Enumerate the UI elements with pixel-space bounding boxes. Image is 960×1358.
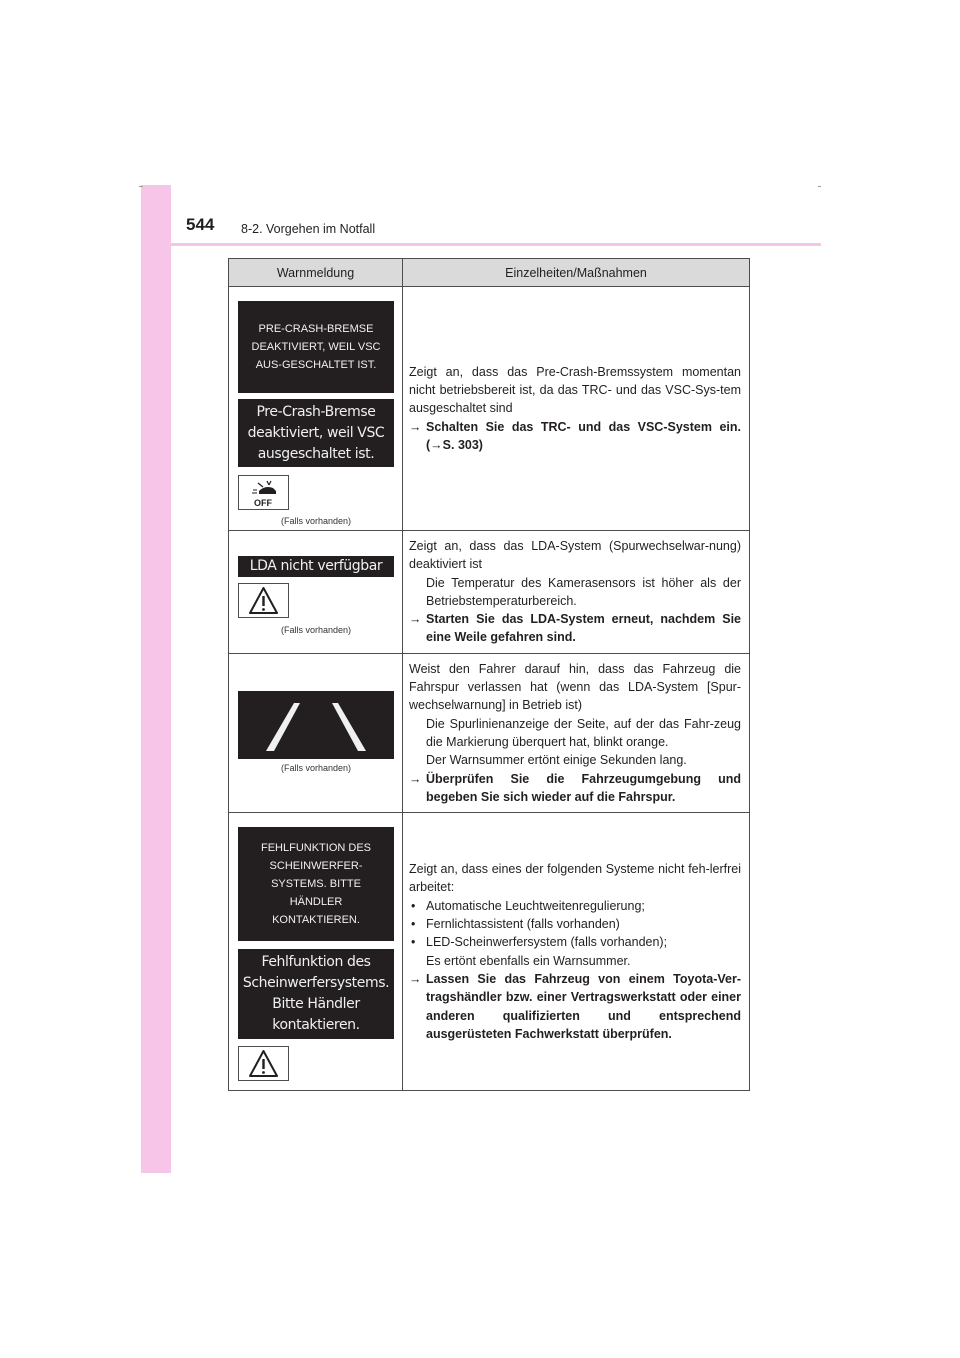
details-cell <box>403 813 750 1091</box>
list-item-text: Automatische Leuchtweitenregulierung; <box>426 898 645 913</box>
display-message: LDA nicht verfügbar <box>238 556 394 577</box>
crop-mark <box>139 186 143 187</box>
warning-table <box>228 258 750 1091</box>
arrow-icon: → <box>409 971 422 986</box>
arrow-icon: → <box>409 612 422 627</box>
side-color-strip <box>141 185 171 1173</box>
bullet-icon: • <box>411 935 416 950</box>
description-text: Zeigt an, dass das LDA-System (Spurwechselwar-nung) deaktiviert ist <box>409 539 741 572</box>
list-item <box>409 897 741 915</box>
action-label: Schalten Sie das TRC- und das VSC-System ein. (→S. 303) <box>426 419 741 452</box>
arrow-icon: → <box>409 419 422 434</box>
list-item <box>409 933 741 951</box>
warning-cell <box>229 531 403 654</box>
caption: (Falls vorhanden) <box>280 762 352 773</box>
display-message: Pre-Crash-Bremse deaktiviert, weil VSC ausgeschaltet ist. <box>238 399 394 467</box>
action-label: Überprüfen Sie die Fahrzeugumgebung und begeben Sie sich wieder auf die Fahrspur. <box>426 771 741 804</box>
description-text: Zeigt an, dass das Pre-Crash-Bremssystem momentan nicht betriebsbereit ist, da das TRC- und das VSC-Sys-tem ausgeschaltet sind <box>409 364 741 416</box>
caption: (Falls vorhanden) <box>280 625 352 635</box>
table-row <box>229 653 750 812</box>
table-row <box>229 531 750 654</box>
description-text: Weist den Fahrer darauf hin, dass das Fahrzeug die Fahrspur verlassen hat (wenn das LDA-System [Spur-wechselwarnung] in Betrieb ist) <box>409 661 741 713</box>
display-message: Fehlfunktion des Scheinwerfersystems. Bitte Händler kontaktieren. <box>238 949 394 1039</box>
section-title: 8-2. Vorgehen im Notfall <box>241 222 376 236</box>
warning-cell <box>229 813 403 1091</box>
detail-text: Der Warnsummer ertönt einige Sekunden lang. <box>426 753 687 768</box>
header-rule <box>141 243 821 246</box>
description-text: Zeigt an, dass eines der folgenden Systeme nicht feh-lerfrei arbeitet: <box>409 862 741 895</box>
column-header-warning: Warnmeldung <box>229 259 403 287</box>
warning-cell <box>229 287 403 531</box>
icon-off-label: OFF <box>254 498 272 508</box>
details-cell <box>403 287 750 531</box>
table-header-row <box>229 259 750 287</box>
warning-triangle-icon <box>238 583 289 618</box>
arrow-icon: → <box>409 771 422 786</box>
action-text <box>409 418 741 455</box>
action-label: Starten Sie das LDA-System erneut, nachdem Sie eine Weile gefahren sind. <box>426 612 741 645</box>
details-cell <box>403 653 750 812</box>
action-text <box>409 770 741 807</box>
action-text <box>409 610 741 647</box>
caption: (Falls vorhanden) <box>280 516 352 526</box>
display-message-caps: PRE-CRASH-BREMSE DEAKTIVIERT, WEIL VSC AUS-GESCHALTET IST. <box>238 301 394 393</box>
list-item <box>409 915 741 933</box>
page-number: 544 <box>186 215 215 234</box>
lane-lines-icon <box>238 691 394 759</box>
action-text <box>409 970 741 1043</box>
detail-text: Die Spurlinienanzeige der Seite, auf der das Fahr-zeug die Markierung überquert hat, blinkt orange. <box>426 716 741 749</box>
table-row <box>229 813 750 1091</box>
action-label: Lassen Sie das Fahrzeug von einem Toyota-Ver-tragshändler bzw. einer Vertragswerkstatt oder einer anderen qualifizierten und entsprechend ausgerüsteten Fachwerkstatt überprüfen. <box>426 971 741 1041</box>
display-message-caps: FEHLFUNKTION DES SCHEINWERFER-SYSTEMS. BITTE HÄNDLER KONTAKTIEREN. <box>238 827 394 941</box>
table-row <box>229 287 750 531</box>
crop-mark <box>818 186 821 187</box>
bullet-icon: • <box>411 898 416 913</box>
detail-text: Die Temperatur des Kamerasensors ist höher als der Betriebstemperaturbereich. <box>426 575 741 608</box>
bullet-icon: • <box>411 917 416 932</box>
warning-cell <box>229 653 403 812</box>
warning-triangle-icon <box>238 1046 289 1081</box>
details-cell <box>403 531 750 654</box>
pre-crash-off-icon <box>238 475 289 510</box>
column-header-details: Einzelheiten/Maßnahmen <box>403 259 750 287</box>
detail-text: Es ertönt ebenfalls ein Warnsummer. <box>426 953 631 968</box>
list-item-text: LED-Scheinwerfersystem (falls vorhanden); <box>426 935 668 950</box>
list-item-text: Fernlichtassistent (falls vorhanden) <box>426 917 620 932</box>
